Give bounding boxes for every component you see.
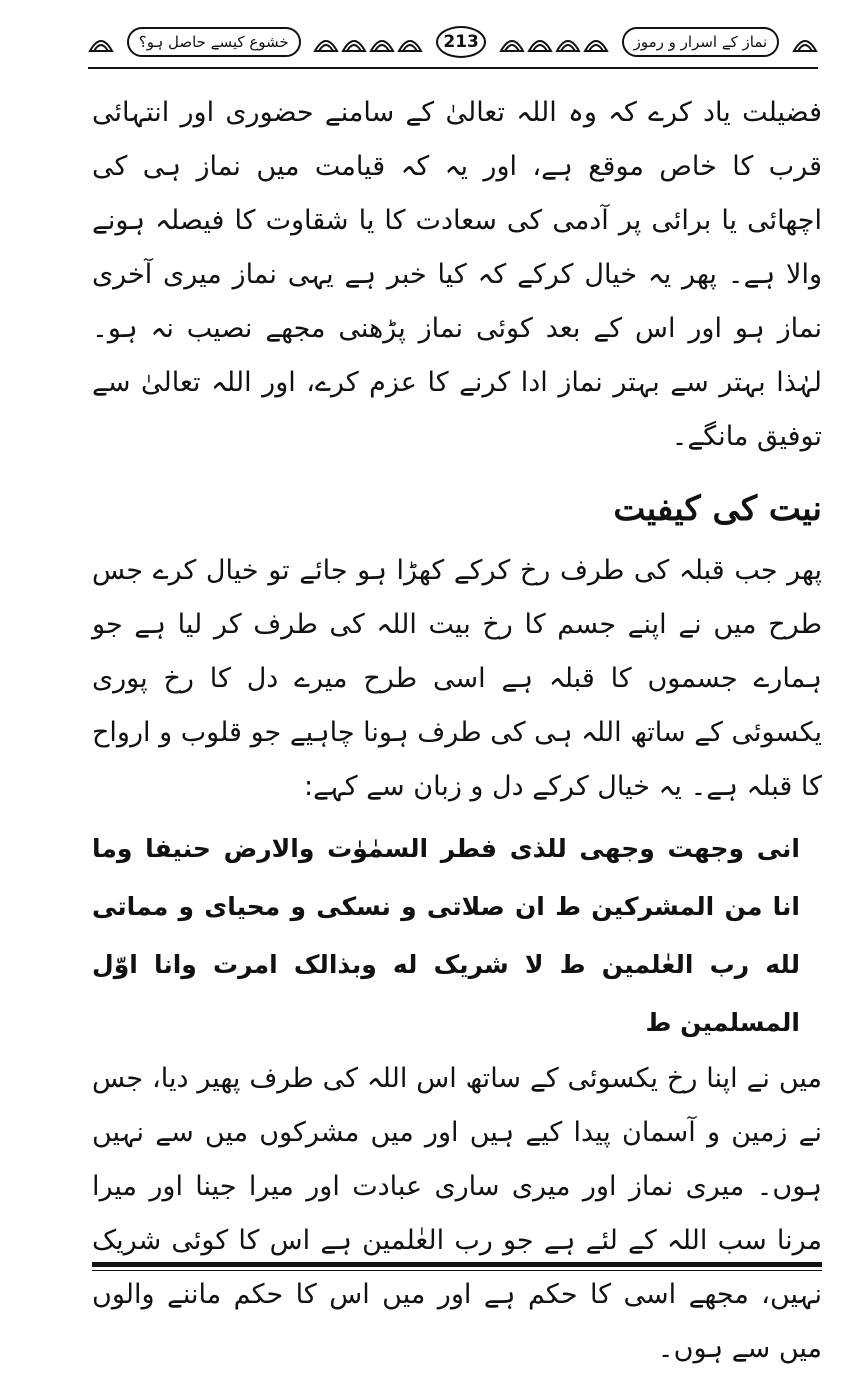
page-content bbox=[92, 86, 822, 1376]
ornament-icon bbox=[397, 29, 423, 55]
header-ornament-mid-left bbox=[313, 29, 423, 55]
paragraph-intro: فضیلت یاد کرے کہ وہ اللہ تعالیٰ کے سامنے حضوری اور انتہائی قرب کا خاص موقع ہے، اور یہ کہ قیامت میں نماز ہی کی اچھائی یا برائی پر آدمی کی سعادت کا یا شقاوت کا فیصلہ ہونے والا ہے۔ پھر یہ خیال کرکے کہ کیا خبر ہے یہی نماز میری آخری نماز ہو اور اس کے بعد کوئی نماز پڑھنی مجھے نصیب نہ ہو۔ لہٰذا بہتر سے بہتر نماز ادا کرنے کا عزم کرے، اور اللہ تعالیٰ سے توفیق مانگے۔ bbox=[92, 97, 822, 452]
footer-rule-thin bbox=[92, 1270, 822, 1271]
ornament-icon bbox=[369, 29, 395, 55]
ornament-icon bbox=[792, 29, 818, 55]
ornament-icon bbox=[88, 29, 114, 55]
ornament-icon bbox=[313, 29, 339, 55]
page-header bbox=[88, 18, 818, 66]
footer-rule bbox=[92, 1262, 822, 1267]
ornament-icon bbox=[555, 29, 581, 55]
page-number: 213 bbox=[436, 26, 486, 58]
ornament-icon bbox=[499, 29, 525, 55]
header-ornament-left bbox=[88, 29, 114, 55]
header-ornament-right bbox=[792, 29, 818, 55]
paragraph-niyyat: پھر جب قبلہ کی طرف رخ کرکے کھڑا ہو جائے تو خیال کرے جس طرح میں نے اپنے جسم کا رخ بیت اللہ کی طرف کر لیا ہے جو ہمارے جسموں کا قبلہ ہے اسی طرح میرے دل کا رخ پوری یکسوئی کے ساتھ اللہ ہی کی طرف ہونا چاہیے جو قلوب و ارواح کا قبلہ ہے۔ یہ خیال کرکے دل و زبان سے کہے: bbox=[92, 555, 822, 802]
paragraph-translation: میں نے اپنا رخ یکسوئی کے ساتھ اس اللہ کی طرف پھیر دیا، جس نے زمین و آسمان پیدا کیے ہیں اور میں مشرکوں میں سے نہیں ہوں۔ میری نماز اور میری ساری عبادت اور میرا جینا اور میرا مرنا سب اللہ کے لئے ہے جو رب العٰلمین ہے اس کا کوئی شریک نہیں، مجھے اسی کا حکم ہے اور میں اس کا حکم ماننے والوں میں سے ہوں۔ bbox=[92, 1063, 822, 1364]
header-left-title: نماز کے اسرار و رموز bbox=[622, 27, 780, 57]
header-ornament-mid-right bbox=[499, 29, 609, 55]
arabic-dua: انی وجهت وجهی للذی فطر السمٰوٰت والارض حنیفا وما انا من المشرکین ط ان صلاتی و نسکی و محیای و مماتی لله رب العٰلمین ط لا شریک له وبذالک امرت وانا اوّل المسلمین ط bbox=[92, 834, 800, 1037]
ornament-icon bbox=[583, 29, 609, 55]
ornament-icon bbox=[527, 29, 553, 55]
section-heading: نیت کی کیفیت bbox=[613, 489, 822, 529]
header-rule bbox=[88, 67, 818, 69]
header-right-title: خشوع کیسے حاصل ہو؟ bbox=[127, 27, 301, 57]
ornament-icon bbox=[341, 29, 367, 55]
